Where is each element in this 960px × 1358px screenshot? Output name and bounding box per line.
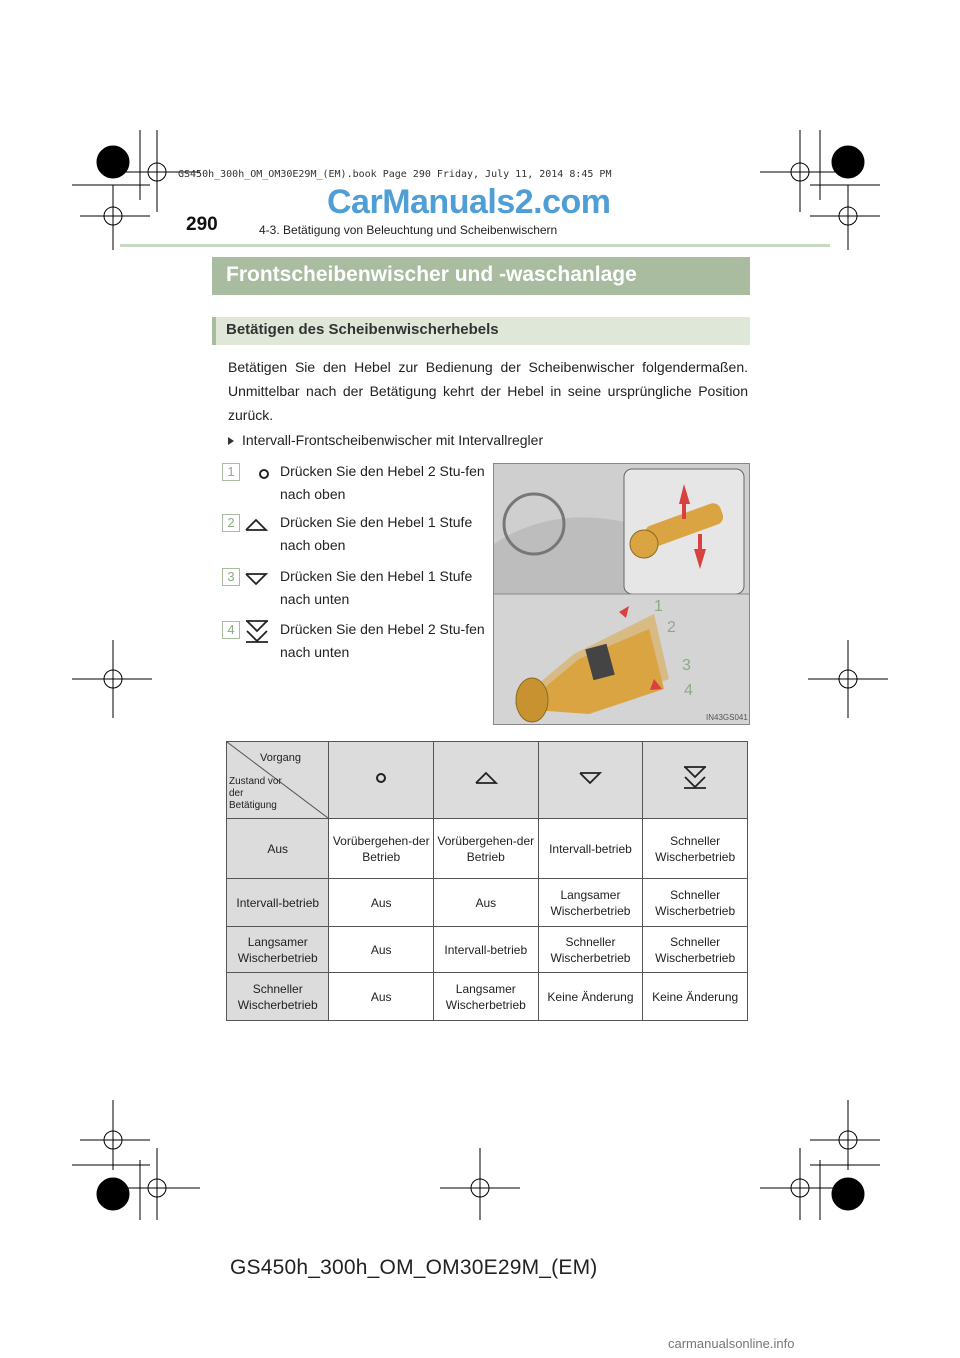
table-cell: Schneller Wischerbetrieb xyxy=(643,927,748,973)
header-mist-icon-cell xyxy=(329,742,434,819)
row-state: Intervall-betrieb xyxy=(227,879,329,927)
item-text: Drücken Sie den Hebel 2 Stu-fen nach oben xyxy=(280,463,485,502)
table-cell: Vorübergehen-der Betrieb xyxy=(329,819,434,879)
table-cell: Schneller Wischerbetrieb xyxy=(643,819,748,879)
table-row xyxy=(227,973,748,1021)
item-number: 2 xyxy=(222,514,240,532)
footer-document-code: GS450h_300h_OM_OM30E29M_(EM) xyxy=(230,1256,598,1279)
corner-top-label: Vorgang xyxy=(260,752,301,764)
lever-drawing xyxy=(494,464,750,725)
table-cell: Aus xyxy=(329,927,434,973)
watermark-top: CarManuals2.com xyxy=(327,183,611,221)
table-row xyxy=(227,819,748,879)
wiper-lever-illustration xyxy=(493,463,750,725)
section-reference: 4-3. Betätigung von Beleuchtung und Scheibenwischern xyxy=(259,223,558,237)
callout-1: 1 xyxy=(654,598,663,615)
intro-paragraph: Betätigen Sie den Hebel zur Bedienung der Scheibenwischer folgendermaßen. Unmittelbar nach der Betätigung kehrt der Hebel in seine ursprüngliche Position zurück. xyxy=(228,359,748,423)
item-text: Drücken Sie den Hebel 1 Stufe nach unten xyxy=(280,568,473,607)
corner-bottom-label: Zustand vor der Betätigung xyxy=(229,776,282,811)
table-cell: Aus xyxy=(433,879,538,927)
page-title-band xyxy=(212,257,750,295)
row-state: Langsamer Wischerbetrieb xyxy=(227,927,329,973)
watermark-bottom: carmanualsonline.info xyxy=(668,1336,795,1351)
item-text: Drücken Sie den Hebel 1 Stufe nach oben xyxy=(280,514,473,553)
table-cell: Keine Änderung xyxy=(538,973,643,1021)
double-chevron-down-icon xyxy=(244,619,270,645)
double-chevron-down-icon xyxy=(682,765,708,791)
callout-2: 2 xyxy=(667,619,676,636)
section-heading-band xyxy=(212,317,750,345)
row-state: Aus xyxy=(227,819,329,879)
callout-4: 4 xyxy=(684,682,693,699)
header-chevron-down-cell xyxy=(538,742,643,819)
table-cell: Langsamer Wischerbetrieb xyxy=(433,973,538,1021)
bullet-item xyxy=(228,432,543,448)
table-cell: Schneller Wischerbetrieb xyxy=(643,879,748,927)
illustration-code: IN43GS041 xyxy=(706,713,748,722)
triangle-bullet-icon xyxy=(228,437,234,445)
table-row xyxy=(227,879,748,927)
page-number: 290 xyxy=(186,214,218,235)
page-title: Frontscheibenwischer und -waschanlage xyxy=(226,263,637,286)
table-cell: Vorübergehen-der Betrieb xyxy=(433,819,538,879)
section-heading: Betätigen des Scheibenwischerhebels xyxy=(226,321,499,338)
chevron-up-icon xyxy=(244,516,268,534)
table-cell: Aus xyxy=(329,973,434,1021)
table-cell: Aus xyxy=(329,879,434,927)
table-cell: Intervall-betrieb xyxy=(433,927,538,973)
table-cell: Schneller Wischerbetrieb xyxy=(538,927,643,973)
item-number: 1 xyxy=(222,463,240,481)
header-chevron-up-cell xyxy=(433,742,538,819)
bullet-text: Intervall-Frontscheibenwischer mit Intervallregler xyxy=(242,432,544,448)
table-corner-cell xyxy=(227,742,329,819)
header-double-chevron-down-cell xyxy=(643,742,748,819)
table-cell: Intervall-betrieb xyxy=(538,819,643,879)
table-row xyxy=(227,927,748,973)
chevron-down-icon xyxy=(578,770,602,786)
mist-circle-icon xyxy=(373,770,389,786)
chevron-up-icon xyxy=(474,770,498,786)
chevron-down-icon xyxy=(244,570,268,588)
row-state: Schneller Wischerbetrieb xyxy=(227,973,329,1021)
item-number: 4 xyxy=(222,621,240,639)
book-metadata-line: GS450h_300h_OM_OM30E29M_(EM).book Page 290 Friday, July 11, 2014 8:45 PM xyxy=(178,169,612,180)
item-number: 3 xyxy=(222,568,240,586)
table-cell: Keine Änderung xyxy=(643,973,748,1021)
table-cell: Langsamer Wischerbetrieb xyxy=(538,879,643,927)
header-divider xyxy=(120,244,830,247)
wiper-state-table xyxy=(226,741,748,1021)
table-header-row xyxy=(227,742,748,819)
callout-3: 3 xyxy=(682,657,691,674)
mist-circle-icon xyxy=(252,465,276,483)
item-text: Drücken Sie den Hebel 2 Stu-fen nach unten xyxy=(280,621,485,660)
